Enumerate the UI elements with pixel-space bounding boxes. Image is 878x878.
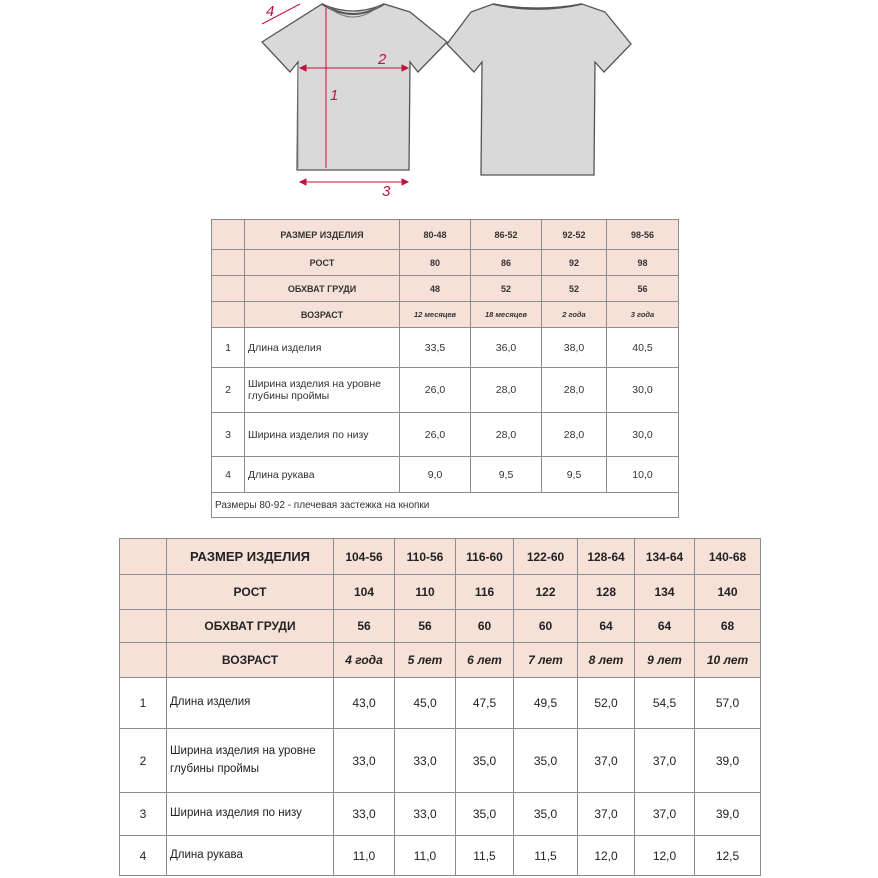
row-number: 3 xyxy=(120,793,167,836)
value-cell: 30,0 xyxy=(607,413,679,457)
row-number: 4 xyxy=(120,836,167,876)
tshirt-back-shape xyxy=(447,4,631,175)
value-cell: 43,0 xyxy=(334,678,395,729)
header-row-size xyxy=(120,539,761,575)
chest-cell: 68 xyxy=(695,610,761,643)
dimension-label-length: 1 xyxy=(330,87,339,104)
height-cell: 134 xyxy=(635,575,695,610)
value-cell: 37,0 xyxy=(635,793,695,836)
value-cell: 39,0 xyxy=(695,729,761,793)
age-cell: 2 года xyxy=(542,302,607,328)
height-cell: 122 xyxy=(514,575,578,610)
value-cell: 12,5 xyxy=(695,836,761,876)
value-cell: 9,5 xyxy=(542,457,607,493)
size-cell: 128-64 xyxy=(578,539,635,575)
age-header: ВОЗРАСТ xyxy=(245,302,400,328)
value-cell: 26,0 xyxy=(400,413,471,457)
table-row xyxy=(120,729,761,793)
header-row-size xyxy=(212,220,679,250)
dimension-label-sleeve: 4 xyxy=(266,3,275,20)
value-cell: 33,0 xyxy=(334,729,395,793)
value-cell: 9,0 xyxy=(400,457,471,493)
table-row xyxy=(212,413,679,457)
age-cell: 18 месяцев xyxy=(471,302,542,328)
size-cell: 134-64 xyxy=(635,539,695,575)
age-cell: 6 лет xyxy=(456,643,514,678)
height-cell: 92 xyxy=(542,250,607,276)
value-cell: 37,0 xyxy=(578,729,635,793)
header-row-age xyxy=(120,643,761,678)
chest-cell: 56 xyxy=(607,276,679,302)
age-cell: 4 года xyxy=(334,643,395,678)
age-cell: 9 лет xyxy=(635,643,695,678)
chest-cell: 60 xyxy=(514,610,578,643)
height-cell: 104 xyxy=(334,575,395,610)
table-row xyxy=(120,793,761,836)
value-cell: 28,0 xyxy=(542,413,607,457)
value-cell: 11,5 xyxy=(514,836,578,876)
table-row xyxy=(120,678,761,729)
age-cell: 8 лет xyxy=(578,643,635,678)
value-cell: 28,0 xyxy=(542,368,607,413)
age-cell: 12 месяцев xyxy=(400,302,471,328)
size-cell: 98-56 xyxy=(607,220,679,250)
row-label: Ширина изделия по низу xyxy=(245,413,400,457)
dimension-label-chest: 2 xyxy=(378,51,387,68)
row-label: Длина изделия xyxy=(167,678,334,729)
table-note: Размеры 80-92 - плечевая застежка на кнопки xyxy=(212,493,679,518)
value-cell: 54,5 xyxy=(635,678,695,729)
size-table-large xyxy=(119,538,761,876)
tshirt-diagram xyxy=(0,0,878,210)
value-cell: 40,5 xyxy=(607,328,679,368)
row-number: 4 xyxy=(212,457,245,493)
age-header: ВОЗРАСТ xyxy=(167,643,334,678)
chest-cell: 56 xyxy=(334,610,395,643)
chest-cell: 56 xyxy=(395,610,456,643)
value-cell: 12,0 xyxy=(635,836,695,876)
value-cell: 33,0 xyxy=(395,729,456,793)
value-cell: 35,0 xyxy=(456,793,514,836)
size-cell: 104-56 xyxy=(334,539,395,575)
row-label: Длина рукава xyxy=(245,457,400,493)
value-cell: 28,0 xyxy=(471,413,542,457)
value-cell: 49,5 xyxy=(514,678,578,729)
size-cell: 116-60 xyxy=(456,539,514,575)
row-number: 2 xyxy=(212,368,245,413)
row-label: Ширина изделия по низу xyxy=(167,793,334,836)
height-cell: 98 xyxy=(607,250,679,276)
age-cell: 10 лет xyxy=(695,643,761,678)
size-cell: 140-68 xyxy=(695,539,761,575)
age-cell: 3 года xyxy=(607,302,679,328)
height-cell: 86 xyxy=(471,250,542,276)
row-label: Ширина изделия на уровне глубины проймы xyxy=(245,368,400,413)
table-row xyxy=(212,368,679,413)
size-header: РАЗМЕР ИЗДЕЛИЯ xyxy=(245,220,400,250)
value-cell: 33,5 xyxy=(400,328,471,368)
tshirt-front-shape xyxy=(262,4,447,170)
height-header: РОСТ xyxy=(167,575,334,610)
size-cell: 122-60 xyxy=(514,539,578,575)
value-cell: 10,0 xyxy=(607,457,679,493)
value-cell: 11,0 xyxy=(334,836,395,876)
value-cell: 28,0 xyxy=(471,368,542,413)
chest-cell: 60 xyxy=(456,610,514,643)
age-cell: 7 лет xyxy=(514,643,578,678)
height-cell: 128 xyxy=(578,575,635,610)
value-cell: 37,0 xyxy=(635,729,695,793)
note-row xyxy=(212,493,679,518)
value-cell: 35,0 xyxy=(456,729,514,793)
row-label: Ширина изделия на уровне глубины проймы xyxy=(167,729,334,793)
value-cell: 30,0 xyxy=(607,368,679,413)
table-row xyxy=(120,836,761,876)
header-row-height xyxy=(120,575,761,610)
value-cell: 52,0 xyxy=(578,678,635,729)
value-cell: 57,0 xyxy=(695,678,761,729)
size-cell: 80-48 xyxy=(400,220,471,250)
value-cell: 11,5 xyxy=(456,836,514,876)
row-number: 1 xyxy=(120,678,167,729)
value-cell: 35,0 xyxy=(514,729,578,793)
value-cell: 45,0 xyxy=(395,678,456,729)
chest-cell: 52 xyxy=(542,276,607,302)
row-number: 1 xyxy=(212,328,245,368)
header-row-age xyxy=(212,302,679,328)
value-cell: 35,0 xyxy=(514,793,578,836)
height-cell: 116 xyxy=(456,575,514,610)
size-cell: 86-52 xyxy=(471,220,542,250)
header-row-chest xyxy=(212,276,679,302)
table-row xyxy=(212,328,679,368)
header-row-chest xyxy=(120,610,761,643)
value-cell: 9,5 xyxy=(471,457,542,493)
chest-cell: 64 xyxy=(578,610,635,643)
row-number: 2 xyxy=(120,729,167,793)
value-cell: 33,0 xyxy=(395,793,456,836)
value-cell: 26,0 xyxy=(400,368,471,413)
dimension-label-hem: 3 xyxy=(382,183,391,200)
value-cell: 11,0 xyxy=(395,836,456,876)
value-cell: 33,0 xyxy=(334,793,395,836)
value-cell: 12,0 xyxy=(578,836,635,876)
chest-cell: 48 xyxy=(400,276,471,302)
row-label: Длина изделия xyxy=(245,328,400,368)
chest-header: ОБХВАТ ГРУДИ xyxy=(245,276,400,302)
value-cell: 37,0 xyxy=(578,793,635,836)
size-cell: 110-56 xyxy=(395,539,456,575)
size-table-small xyxy=(211,219,679,518)
row-number: 3 xyxy=(212,413,245,457)
chest-header: ОБХВАТ ГРУДИ xyxy=(167,610,334,643)
row-label: Длина рукава xyxy=(167,836,334,876)
table-row xyxy=(212,457,679,493)
tshirt-sketch-graphic xyxy=(0,0,878,210)
height-cell: 80 xyxy=(400,250,471,276)
header-row-height xyxy=(212,250,679,276)
height-cell: 110 xyxy=(395,575,456,610)
value-cell: 39,0 xyxy=(695,793,761,836)
size-header: РАЗМЕР ИЗДЕЛИЯ xyxy=(167,539,334,575)
chest-cell: 64 xyxy=(635,610,695,643)
height-header: РОСТ xyxy=(245,250,400,276)
value-cell: 36,0 xyxy=(471,328,542,368)
size-cell: 92-52 xyxy=(542,220,607,250)
age-cell: 5 лет xyxy=(395,643,456,678)
value-cell: 38,0 xyxy=(542,328,607,368)
chest-cell: 52 xyxy=(471,276,542,302)
value-cell: 47,5 xyxy=(456,678,514,729)
height-cell: 140 xyxy=(695,575,761,610)
